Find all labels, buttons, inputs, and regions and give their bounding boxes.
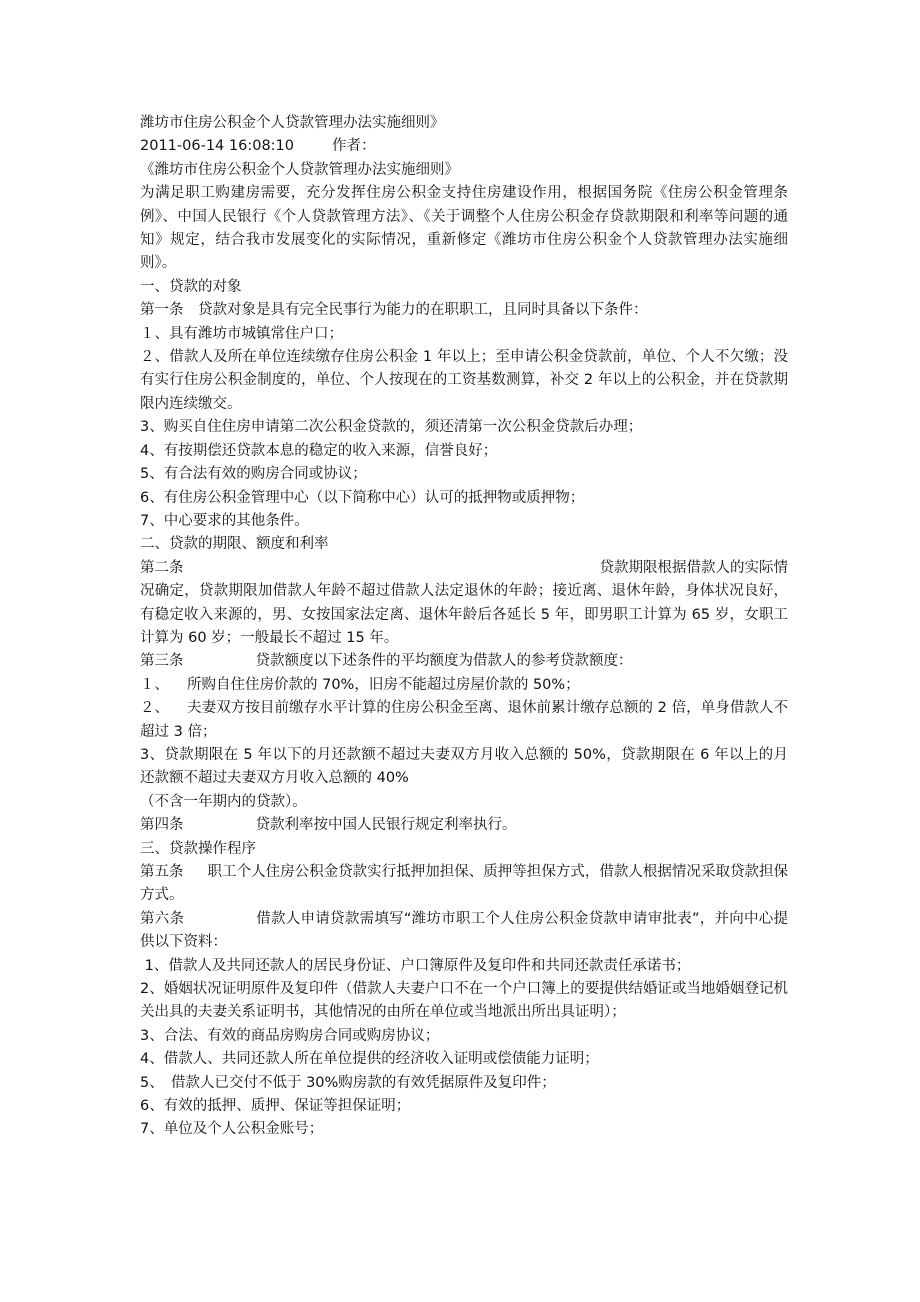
list-item: 2、婚姻状况证明原件及复印件（借款人夫妻户口不在一个户口簿上的要提供结婚证或当地婚姻登记机关出具的夫妻关系证明书，其他情况的由所在单位或当地派出所出具证明）； <box>140 981 788 1021</box>
list-text: 夫妻双方按目前缴存水平计算的住房公积金至离、退休前累计缴存总额的 2 倍，单身借款人不超过 3 倍； <box>140 700 788 740</box>
article-label: 第二条 <box>140 559 184 576</box>
document-meta <box>140 135 788 158</box>
list-item: 4、有按期偿还贷款本息的稳定的收入来源，信誉良好； <box>140 442 498 459</box>
list-item: 5、 借款人已交付不低于 30%购房款的有效凭据原件及复印件； <box>140 1074 556 1091</box>
article-text: 借款人申请贷款需填写“潍坊市职工个人住房公积金贷款申请审批表”，并向中心提供以下资料： <box>140 910 789 951</box>
author-label: 作者： <box>332 138 376 155</box>
article-4 <box>140 814 788 837</box>
list-item: 6、有效的抵押、质押、保证等担保证明； <box>140 1098 411 1115</box>
list-item: 3、贷款期限在 5 年以下的月还款额不超过夫妻双方月收入总额的 50%，贷款期限在 6 年以上的月还款额不超过夫妻双方月收入总额的 40% <box>140 746 788 787</box>
article-label: 第三条 <box>140 653 184 670</box>
publish-timestamp: 2011-06-14 16:08:10 <box>140 138 294 155</box>
section-heading: 一、贷款的对象 <box>140 278 242 295</box>
list-item <box>140 697 788 744</box>
list-item: 5、有合法有效的购房合同或协议； <box>140 466 367 483</box>
document-title: 潍坊市住房公积金个人贷款管理办法实施细则》 <box>140 115 445 131</box>
list-item: １、具有潍坊市城镇常住户口； <box>140 325 343 342</box>
article-text: 职工个人住房公积金贷款实行抵押加担保、质押等担保方式，借款人根据情况采取贷款担保方式。 <box>140 864 789 904</box>
list-item: 7、中心要求的其他条件。 <box>140 512 309 529</box>
list-item: 3、合法、有效的商品房购房合同或购房协议； <box>140 1027 440 1044</box>
article-5 <box>140 861 788 908</box>
article-text: 贷款期限根据借款人的实际情 <box>599 559 788 576</box>
article-1: 第一条 贷款对象是具有完全民事行为能力的在职职工，且同时具备以下条件： <box>140 302 648 319</box>
article-label: 第五条 <box>140 864 184 880</box>
article-2-body: 况确定，贷款期限加借款人年龄不超过借款人法定退休的年龄；接近离、退休年龄，身体状况良好，有稳定收入来源的，男、女按国家法定离、退休年龄后各延长 5 年，即男职工计算为 65 岁，女职工计算为 60 岁；一般最长不超过 15 年。 <box>140 583 788 646</box>
list-item: 7、单位及个人公积金账号； <box>140 1121 324 1138</box>
list-number: ２、 <box>140 700 170 717</box>
list-item: ２、借款人及所在单位连续缴存住房公积金 1 年以上；至申请公积金贷款前，单位、个人不欠缴；没有实行住房公积金制度的，单位、个人按现在的工资基数测算，补交 2 年以上的公积金，并在贷款期限内连续缴交。 <box>140 349 788 412</box>
document-page <box>140 112 788 1142</box>
document-heading: 《潍坊市住房公积金个人贷款管理办法实施细则》 <box>140 161 459 178</box>
list-item: 1、借款人及共同还款人的居民身份证、户口簿原件及复印件和共同还款责任承诺书； <box>140 957 691 974</box>
article-text: 贷款利率按中国人民银行规定利率执行。 <box>255 817 517 834</box>
list-item: 4、借款人、共同还款人所在单位提供的经济收入证明或偿债能力证明； <box>140 1051 599 1068</box>
section-heading: 二、贷款的期限、额度和利率 <box>140 536 329 553</box>
article-label: 第四条 <box>140 817 184 834</box>
article-2 <box>140 557 788 580</box>
list-item <box>140 674 788 697</box>
list-item-tail: （不含一年期内的贷款）。 <box>140 793 307 810</box>
intro-paragraph: 为满足职工购建房需要，充分发挥住房公积金支持住房建设作用，根据国务院《住房公积金管理条例》、中国人民银行《个人贷款管理方法》、《关于调整个人住房公积金存贷款期限和利率等问题的通知》规定，结合我市发展变化的实际情况，重新修定《潍坊市住房公积金个人贷款管理办法实施细则》。 <box>140 185 788 272</box>
article-6 <box>140 908 788 955</box>
section-heading: 三、贷款操作程序 <box>140 840 256 857</box>
list-text: 所购自住住房价款的 70%，旧房不能超过房屋价款的 50%； <box>187 676 580 693</box>
list-item: 3、购买自住住房申请第二次公积金贷款的，须还清第一次公积金贷款后办理； <box>140 419 643 436</box>
article-label: 第六条 <box>140 910 185 927</box>
article-text: 贷款额度以下述条件的平均额度为借款人的参考贷款额度： <box>255 653 633 670</box>
article-3 <box>140 650 788 673</box>
list-item: 6、有住房公积金管理中心（以下简称中心）认可的抵押物或质押物； <box>140 489 585 506</box>
list-number: １、 <box>140 676 169 693</box>
